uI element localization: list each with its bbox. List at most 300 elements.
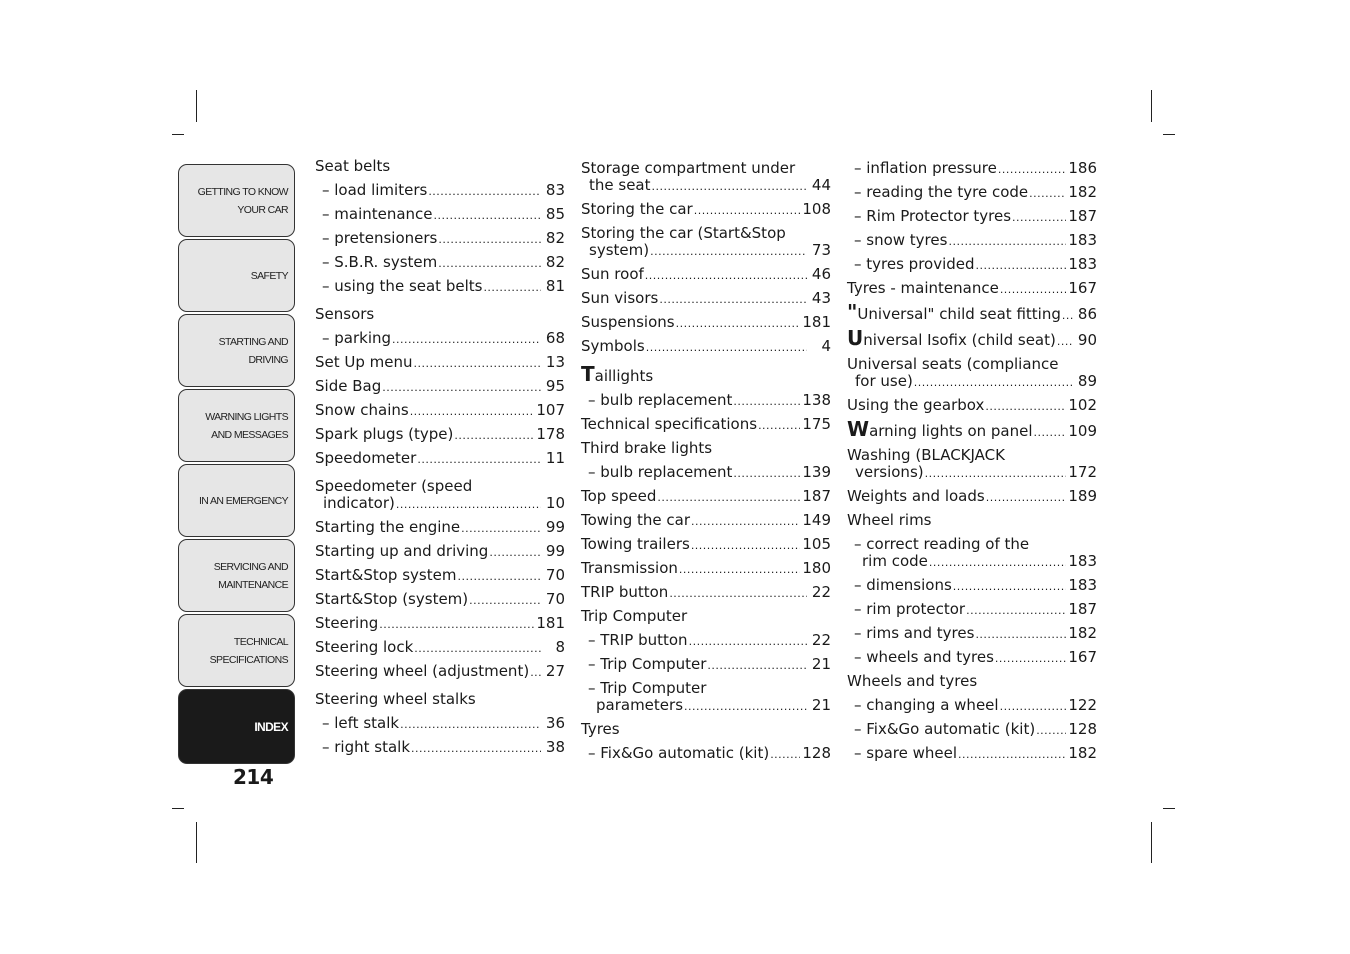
dot-leader [461, 524, 541, 534]
page-ref: 182 [1068, 744, 1097, 762]
index-entry[interactable] [847, 232, 1097, 249]
page-ref: 4 [821, 337, 831, 355]
dot-leader [469, 596, 541, 606]
entry-text [847, 300, 1061, 324]
index-entry[interactable] [847, 649, 1097, 666]
entry-label: – dimensions [854, 576, 952, 594]
entry-label: Third brake lights [581, 439, 713, 457]
tab-index[interactable]: INDEX [178, 689, 295, 764]
index-entry[interactable] [315, 182, 565, 199]
entry-label: Storing the car [581, 200, 693, 218]
entry-label: – pretensioners [322, 229, 438, 247]
index-entry[interactable] [847, 673, 1097, 690]
entry-label: Universal seats (compliance [847, 355, 1059, 373]
dot-leader [438, 259, 541, 269]
entry-label: indicator) [323, 494, 395, 512]
dot-leader [985, 402, 1066, 412]
page-ref: 22 [811, 631, 831, 649]
entry-label: Steering lock [315, 638, 414, 656]
initial-letter: W [847, 417, 870, 441]
entry-text [322, 206, 433, 223]
page-ref: 167 [1068, 648, 1097, 666]
page-ref: 21 [811, 655, 831, 673]
entry-text [315, 478, 472, 495]
index-entry[interactable] [315, 591, 565, 608]
index-entry[interactable] [581, 464, 831, 481]
index-entry[interactable] [315, 519, 565, 536]
dot-leader [400, 720, 541, 730]
entry-label: – rim protector [854, 600, 966, 618]
index-entry[interactable] [847, 300, 1097, 324]
entry-label: Trip Computer [581, 607, 688, 625]
index-entry[interactable] [315, 230, 565, 247]
dot-leader [489, 548, 541, 558]
entry-label: versions) [855, 463, 924, 481]
page-ref: 105 [802, 535, 831, 553]
dot-leader [454, 431, 534, 441]
entry-text [581, 266, 644, 283]
index-column-3 [847, 158, 1097, 762]
entry-label: Top speed [581, 487, 657, 505]
page-ref: 183 [1068, 255, 1097, 273]
crop-mark [172, 134, 184, 135]
index-entry[interactable] [847, 280, 1097, 297]
entry-label: – inflation pressure [854, 159, 997, 177]
index-entry[interactable] [581, 314, 831, 331]
index-entry[interactable] [315, 206, 565, 223]
dot-leader [411, 744, 541, 754]
entry-text [315, 663, 529, 680]
index-entry[interactable] [847, 447, 1097, 481]
page-ref: 122 [1068, 696, 1097, 714]
entry-text [581, 512, 690, 529]
dot-leader [382, 383, 541, 393]
page-ref: 139 [802, 463, 831, 481]
entry-text [854, 232, 947, 249]
crop-mark [1151, 90, 1152, 122]
entry-text [581, 160, 795, 177]
dot-leader [1036, 726, 1066, 736]
entry-text [315, 591, 468, 608]
index-entry[interactable] [847, 625, 1097, 642]
entry-label: – Trip Computer [588, 655, 707, 673]
dot-leader [414, 644, 541, 654]
entry-text [315, 158, 390, 175]
page-number: 214 [233, 765, 274, 789]
entry-text [854, 208, 1011, 225]
dot-leader [691, 541, 801, 551]
entry-label: Steering wheel stalks [315, 690, 476, 708]
dot-leader [669, 589, 807, 599]
entry-label: parameters [596, 696, 684, 714]
page-ref: 46 [811, 265, 831, 283]
entry-label: for use) [855, 372, 913, 390]
page-ref: 89 [1077, 372, 1097, 390]
tab-technical-specifications[interactable]: TECHNICAL SPECIFICATIONS [178, 614, 295, 687]
page-ref: 128 [802, 744, 831, 762]
entry-label: – S.B.R. system [322, 253, 438, 271]
entry-text [322, 715, 399, 732]
entry-label: Starting the engine [315, 518, 461, 536]
page-ref: 68 [545, 329, 565, 347]
page-ref: 108 [802, 200, 831, 218]
entry-label: Tyres [581, 720, 620, 738]
entry-text [854, 649, 994, 666]
dot-leader [1000, 285, 1067, 295]
entry-label: – rims and tyres [854, 624, 975, 642]
entry-text [315, 543, 488, 560]
index-entry[interactable] [581, 266, 831, 283]
entry-text [854, 625, 974, 642]
entry-text [581, 362, 654, 386]
entry-text [854, 745, 957, 762]
entry-text [854, 160, 997, 177]
dot-leader [428, 187, 541, 197]
index-entry[interactable] [847, 397, 1097, 414]
entry-text [315, 402, 409, 419]
entry-text [855, 464, 924, 481]
index-entry[interactable] [315, 639, 565, 656]
index-entry[interactable] [581, 160, 831, 194]
index-entry[interactable] [315, 354, 565, 371]
page-ref: 43 [811, 289, 831, 307]
entry-text [581, 201, 693, 218]
index-entry[interactable] [581, 584, 831, 601]
entry-text [315, 567, 456, 584]
dot-leader [976, 261, 1067, 271]
index-entry[interactable] [315, 567, 565, 584]
entry-text [847, 417, 1033, 441]
entry-label: – left stalk [322, 714, 400, 732]
entry-text [847, 447, 1005, 464]
page-ref: 149 [802, 511, 831, 529]
dot-leader [457, 572, 541, 582]
entry-label: Sun roof [581, 265, 644, 283]
entry-text [847, 397, 984, 414]
index-entry[interactable] [847, 536, 1097, 570]
dot-leader [929, 558, 1066, 568]
dot-leader [948, 237, 1066, 247]
dot-leader [1029, 189, 1066, 199]
page-ref: 85 [545, 205, 565, 223]
crop-mark [196, 822, 197, 863]
index-entry[interactable] [581, 416, 831, 433]
tab-in-an-emergency[interactable]: IN AN EMERGENCY [178, 464, 295, 537]
index-entry[interactable] [581, 201, 831, 218]
index-entry[interactable] [581, 680, 831, 714]
entry-label: – Rim Protector tyres [854, 207, 1012, 225]
entry-text [581, 584, 668, 601]
dot-leader [733, 469, 800, 479]
entry-text [322, 330, 391, 347]
index-entry[interactable] [847, 745, 1097, 762]
index-entry[interactable] [581, 488, 831, 505]
entry-text [581, 290, 658, 307]
entry-text [847, 488, 985, 505]
entry-label: Spark plugs (type) [315, 425, 454, 443]
entry-text [315, 426, 453, 443]
index-entry[interactable] [847, 356, 1097, 390]
entry-text [847, 280, 999, 297]
entry-label: – load limiters [322, 181, 428, 199]
entry-label: Set Up menu [315, 353, 413, 371]
index-entry[interactable] [315, 402, 565, 419]
entry-text [589, 177, 651, 194]
page-ref: 183 [1068, 552, 1097, 570]
index-entry[interactable] [847, 160, 1097, 177]
index-entry[interactable] [581, 362, 831, 386]
entry-label: Storing the car (Start&Stop [581, 224, 786, 242]
page-ref: 36 [545, 714, 565, 732]
index-entry[interactable] [847, 256, 1097, 273]
index-entry[interactable] [847, 512, 1097, 529]
index-entry[interactable] [315, 254, 565, 271]
page-ref: 70 [545, 590, 565, 608]
entry-label: Towing the car [581, 511, 691, 529]
index-entry[interactable] [315, 691, 565, 708]
index-entry[interactable] [581, 608, 831, 625]
entry-label: Wheel rims [847, 511, 932, 529]
index-entry[interactable] [847, 577, 1097, 594]
page-ref: 187 [1068, 600, 1097, 618]
entry-label: – bulb replacement [588, 391, 733, 409]
index-entry[interactable] [315, 615, 565, 632]
entry-label: – snow tyres [854, 231, 948, 249]
index-entry[interactable] [847, 721, 1097, 738]
dot-leader [707, 661, 807, 671]
index-entry[interactable] [581, 656, 831, 673]
index-entry[interactable] [581, 338, 831, 355]
entry-label: – tyres provided [854, 255, 975, 273]
page-ref: 187 [1068, 207, 1097, 225]
entry-label: – spare wheel [854, 744, 958, 762]
page-ref: 21 [811, 696, 831, 714]
entry-text [315, 639, 413, 656]
dot-leader [958, 750, 1066, 760]
index-entry[interactable] [315, 715, 565, 732]
index-entry[interactable] [581, 290, 831, 307]
entry-text [581, 721, 620, 738]
dot-leader [998, 165, 1066, 175]
index-column-1 [315, 158, 565, 756]
entry-label: Speedometer [315, 449, 417, 467]
page-ref: 172 [1068, 463, 1097, 481]
page-ref: 8 [555, 638, 565, 656]
index-entry[interactable] [315, 663, 565, 680]
tab-safety[interactable]: SAFETY [178, 239, 295, 312]
page-ref: 128 [1068, 720, 1097, 738]
dot-leader [396, 500, 541, 510]
index-entry[interactable] [847, 697, 1097, 714]
dot-leader [659, 295, 807, 305]
entry-text [588, 680, 706, 697]
page-ref: 27 [545, 662, 565, 680]
entry-label: niversal Isofix (child seat) [863, 331, 1056, 349]
entry-label: – maintenance [322, 205, 433, 223]
index-entry[interactable] [581, 392, 831, 409]
index-entry[interactable] [847, 326, 1097, 350]
page-ref: 82 [545, 253, 565, 271]
dot-leader [691, 517, 800, 527]
index-entry[interactable] [847, 184, 1097, 201]
entry-text [854, 601, 965, 618]
index-entry[interactable] [847, 488, 1097, 505]
entry-label: Transmission [581, 559, 678, 577]
entry-label: Speedometer (speed [315, 477, 473, 495]
index-entry[interactable] [315, 426, 565, 443]
entry-text [581, 536, 690, 553]
page-ref: 102 [1068, 396, 1097, 414]
dot-leader [1000, 702, 1067, 712]
page-ref: 95 [545, 377, 565, 395]
entry-text [588, 656, 706, 673]
dot-leader [392, 335, 541, 345]
dot-leader [925, 469, 1067, 479]
dot-leader [684, 702, 807, 712]
entry-label: Steering [315, 614, 379, 632]
entry-label: Steering wheel (adjustment) [315, 662, 530, 680]
entry-label: arning lights on panel [869, 422, 1033, 440]
index-column-2 [581, 158, 831, 762]
entry-text [588, 745, 769, 762]
crop-mark [196, 90, 197, 122]
page-ref: 90 [1077, 331, 1097, 349]
index-entry[interactable] [315, 739, 565, 756]
entry-text [588, 392, 732, 409]
page-ref: 13 [545, 353, 565, 371]
dot-leader [986, 493, 1067, 503]
index-entry[interactable] [847, 417, 1097, 441]
dot-leader [770, 750, 800, 760]
page-ref: 183 [1068, 576, 1097, 594]
entry-text [315, 615, 378, 632]
index-entry[interactable] [581, 536, 831, 553]
entry-text [581, 416, 757, 433]
index-entry[interactable] [581, 512, 831, 529]
entry-text [315, 519, 460, 536]
entry-text [596, 697, 683, 714]
index-entry[interactable] [315, 306, 565, 323]
entry-label: Seat belts [315, 157, 391, 175]
entry-text [581, 560, 678, 577]
entry-label: Tyres - maintenance [847, 279, 999, 297]
entry-label: Snow chains [315, 401, 409, 419]
dot-leader [733, 397, 800, 407]
entry-text [581, 488, 656, 505]
entry-text [854, 697, 999, 714]
entry-label: – bulb replacement [588, 463, 733, 481]
index-entry[interactable] [581, 560, 831, 577]
entry-label: the seat [589, 176, 651, 194]
index-entry[interactable] [315, 450, 565, 467]
entry-label: – parking [322, 329, 392, 347]
page-ref: 38 [545, 738, 565, 756]
dot-leader [914, 378, 1073, 388]
tab-warning-lights[interactable]: WARNING LIGHTS AND MESSAGES [178, 389, 295, 462]
index-entry[interactable] [315, 478, 565, 512]
entry-label: – Fix&Go automatic (kit) [854, 720, 1036, 738]
page-ref: 83 [545, 181, 565, 199]
dot-leader [417, 455, 541, 465]
dot-leader [689, 637, 807, 647]
entry-label: Symbols [581, 337, 645, 355]
entry-label: Wheels and tyres [847, 672, 978, 690]
page-ref: 175 [802, 415, 831, 433]
index-entry[interactable] [847, 208, 1097, 225]
entry-text [581, 440, 712, 457]
index-entry[interactable] [315, 543, 565, 560]
dot-leader [646, 343, 807, 353]
initial-letter: " [847, 300, 858, 324]
dot-leader [694, 206, 801, 216]
entry-label: – Fix&Go automatic (kit) [588, 744, 770, 762]
entry-text [315, 306, 374, 323]
entry-label: Suspensions [581, 313, 675, 331]
crop-mark [1163, 808, 1175, 809]
index-entry[interactable] [315, 378, 565, 395]
entry-label: Sensors [315, 305, 375, 323]
dot-leader [953, 582, 1067, 592]
entry-label: – reading the tyre code [854, 183, 1029, 201]
crop-mark [172, 808, 184, 809]
dot-leader [1012, 213, 1066, 223]
entry-label: Universal" child seat fitting [857, 305, 1061, 323]
page-ref: 189 [1068, 487, 1097, 505]
entry-label: – correct reading of the [854, 535, 1030, 553]
index-entry[interactable] [315, 278, 565, 295]
entry-label: – using the seat belts [322, 277, 483, 295]
entry-label: rim code [862, 552, 928, 570]
entry-text [854, 536, 1029, 553]
index-entry[interactable] [847, 601, 1097, 618]
entry-text [323, 495, 395, 512]
index-entry[interactable] [581, 745, 831, 762]
entry-label: Start&Stop (system) [315, 590, 469, 608]
crop-mark [1163, 134, 1175, 135]
dot-leader [650, 247, 807, 257]
entry-text [854, 721, 1035, 738]
dot-leader [410, 407, 535, 417]
entry-text [322, 278, 482, 295]
dot-leader [434, 211, 541, 221]
tab-servicing[interactable]: SERVICING AND MAINTENANCE [178, 539, 295, 612]
index-entry[interactable] [581, 440, 831, 457]
entry-label: Towing trailers [581, 535, 690, 553]
entry-text [854, 184, 1028, 201]
page-ref: 73 [811, 241, 831, 259]
index-entry[interactable] [315, 158, 565, 175]
entry-label: Using the gearbox [847, 396, 985, 414]
index-entry[interactable] [315, 330, 565, 347]
page-ref: 138 [802, 391, 831, 409]
index-entry[interactable] [581, 225, 831, 259]
page-ref: 70 [545, 566, 565, 584]
index-entry[interactable] [581, 721, 831, 738]
entry-label: – TRIP button [588, 631, 688, 649]
tab-starting-and-driving[interactable]: STARTING AND DRIVING [178, 314, 295, 387]
entry-text [854, 577, 952, 594]
page-ref: 183 [1068, 231, 1097, 249]
page-ref: 181 [802, 313, 831, 331]
index-entry[interactable] [581, 632, 831, 649]
entry-text [589, 242, 649, 259]
dot-leader [758, 421, 800, 431]
dot-leader [483, 283, 541, 293]
page-ref: 22 [811, 583, 831, 601]
entry-text [322, 182, 427, 199]
entry-label: aillights [594, 367, 654, 385]
tab-getting-to-know[interactable]: GETTING TO KNOW YOUR CAR [178, 164, 295, 237]
